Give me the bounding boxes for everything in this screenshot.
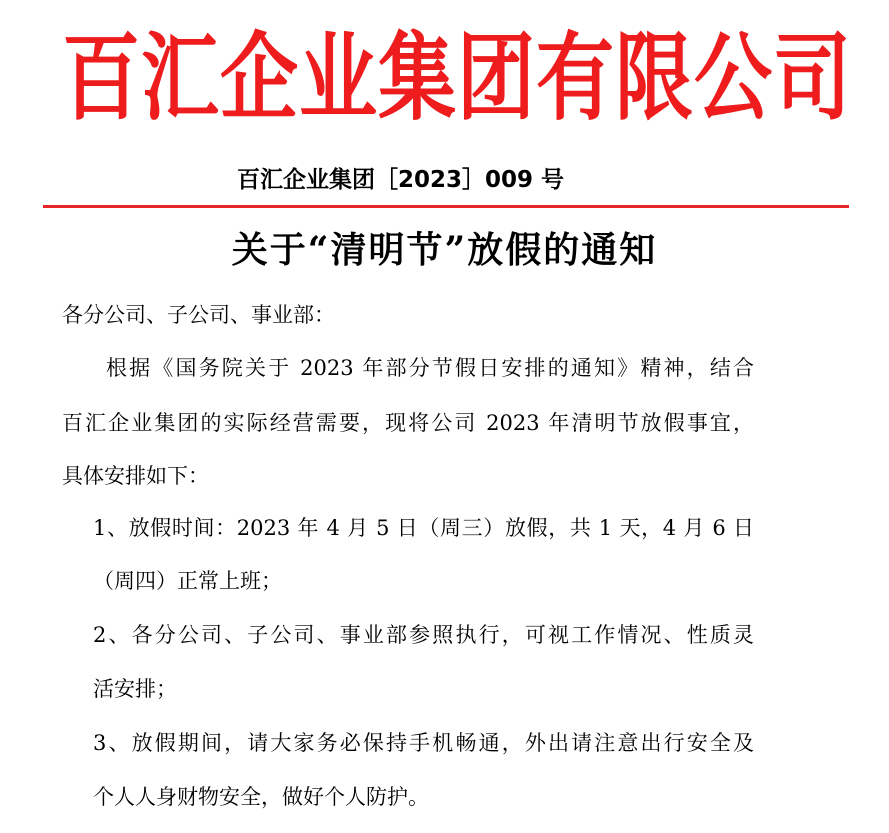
document-number: 百汇企业集团［2023］009 号 — [237, 167, 565, 193]
item-3-line-1: 3、放假期间，请大家务必保持手机畅通，外出请注意出行安全及 — [93, 731, 754, 755]
intro-line-2: 百汇企业集团的实际经营需要，现将公司 2023 年清明节放假事宜， — [62, 411, 754, 435]
salutation: 各分公司、子公司、事业部： — [62, 303, 335, 327]
intro-line-1: 根据《国务院关于 2023 年部分节假日安排的通知》精神，结合 — [106, 356, 754, 380]
item-3-line-2: 个人人身财物安全，做好个人防护。 — [93, 785, 429, 809]
intro-line-3: 具体安排如下： — [62, 464, 209, 488]
notice-title: 关于“清明节”放假的通知 — [231, 229, 658, 271]
item-2-line-1: 2、各分公司、子公司、事业部参照执行，可视工作情况、性质灵 — [93, 623, 754, 647]
item-1-line-2: （周四）正常上班； — [93, 569, 282, 593]
red-divider — [43, 205, 849, 208]
item-2-line-2: 活安排； — [93, 677, 177, 701]
organization-header: 百汇企业集团有限公司 — [62, 24, 853, 134]
item-1-line-1: 1、放假时间：2023 年 4 月 5 日（周三）放假，共 1 天，4 月 6 日 — [93, 516, 754, 540]
